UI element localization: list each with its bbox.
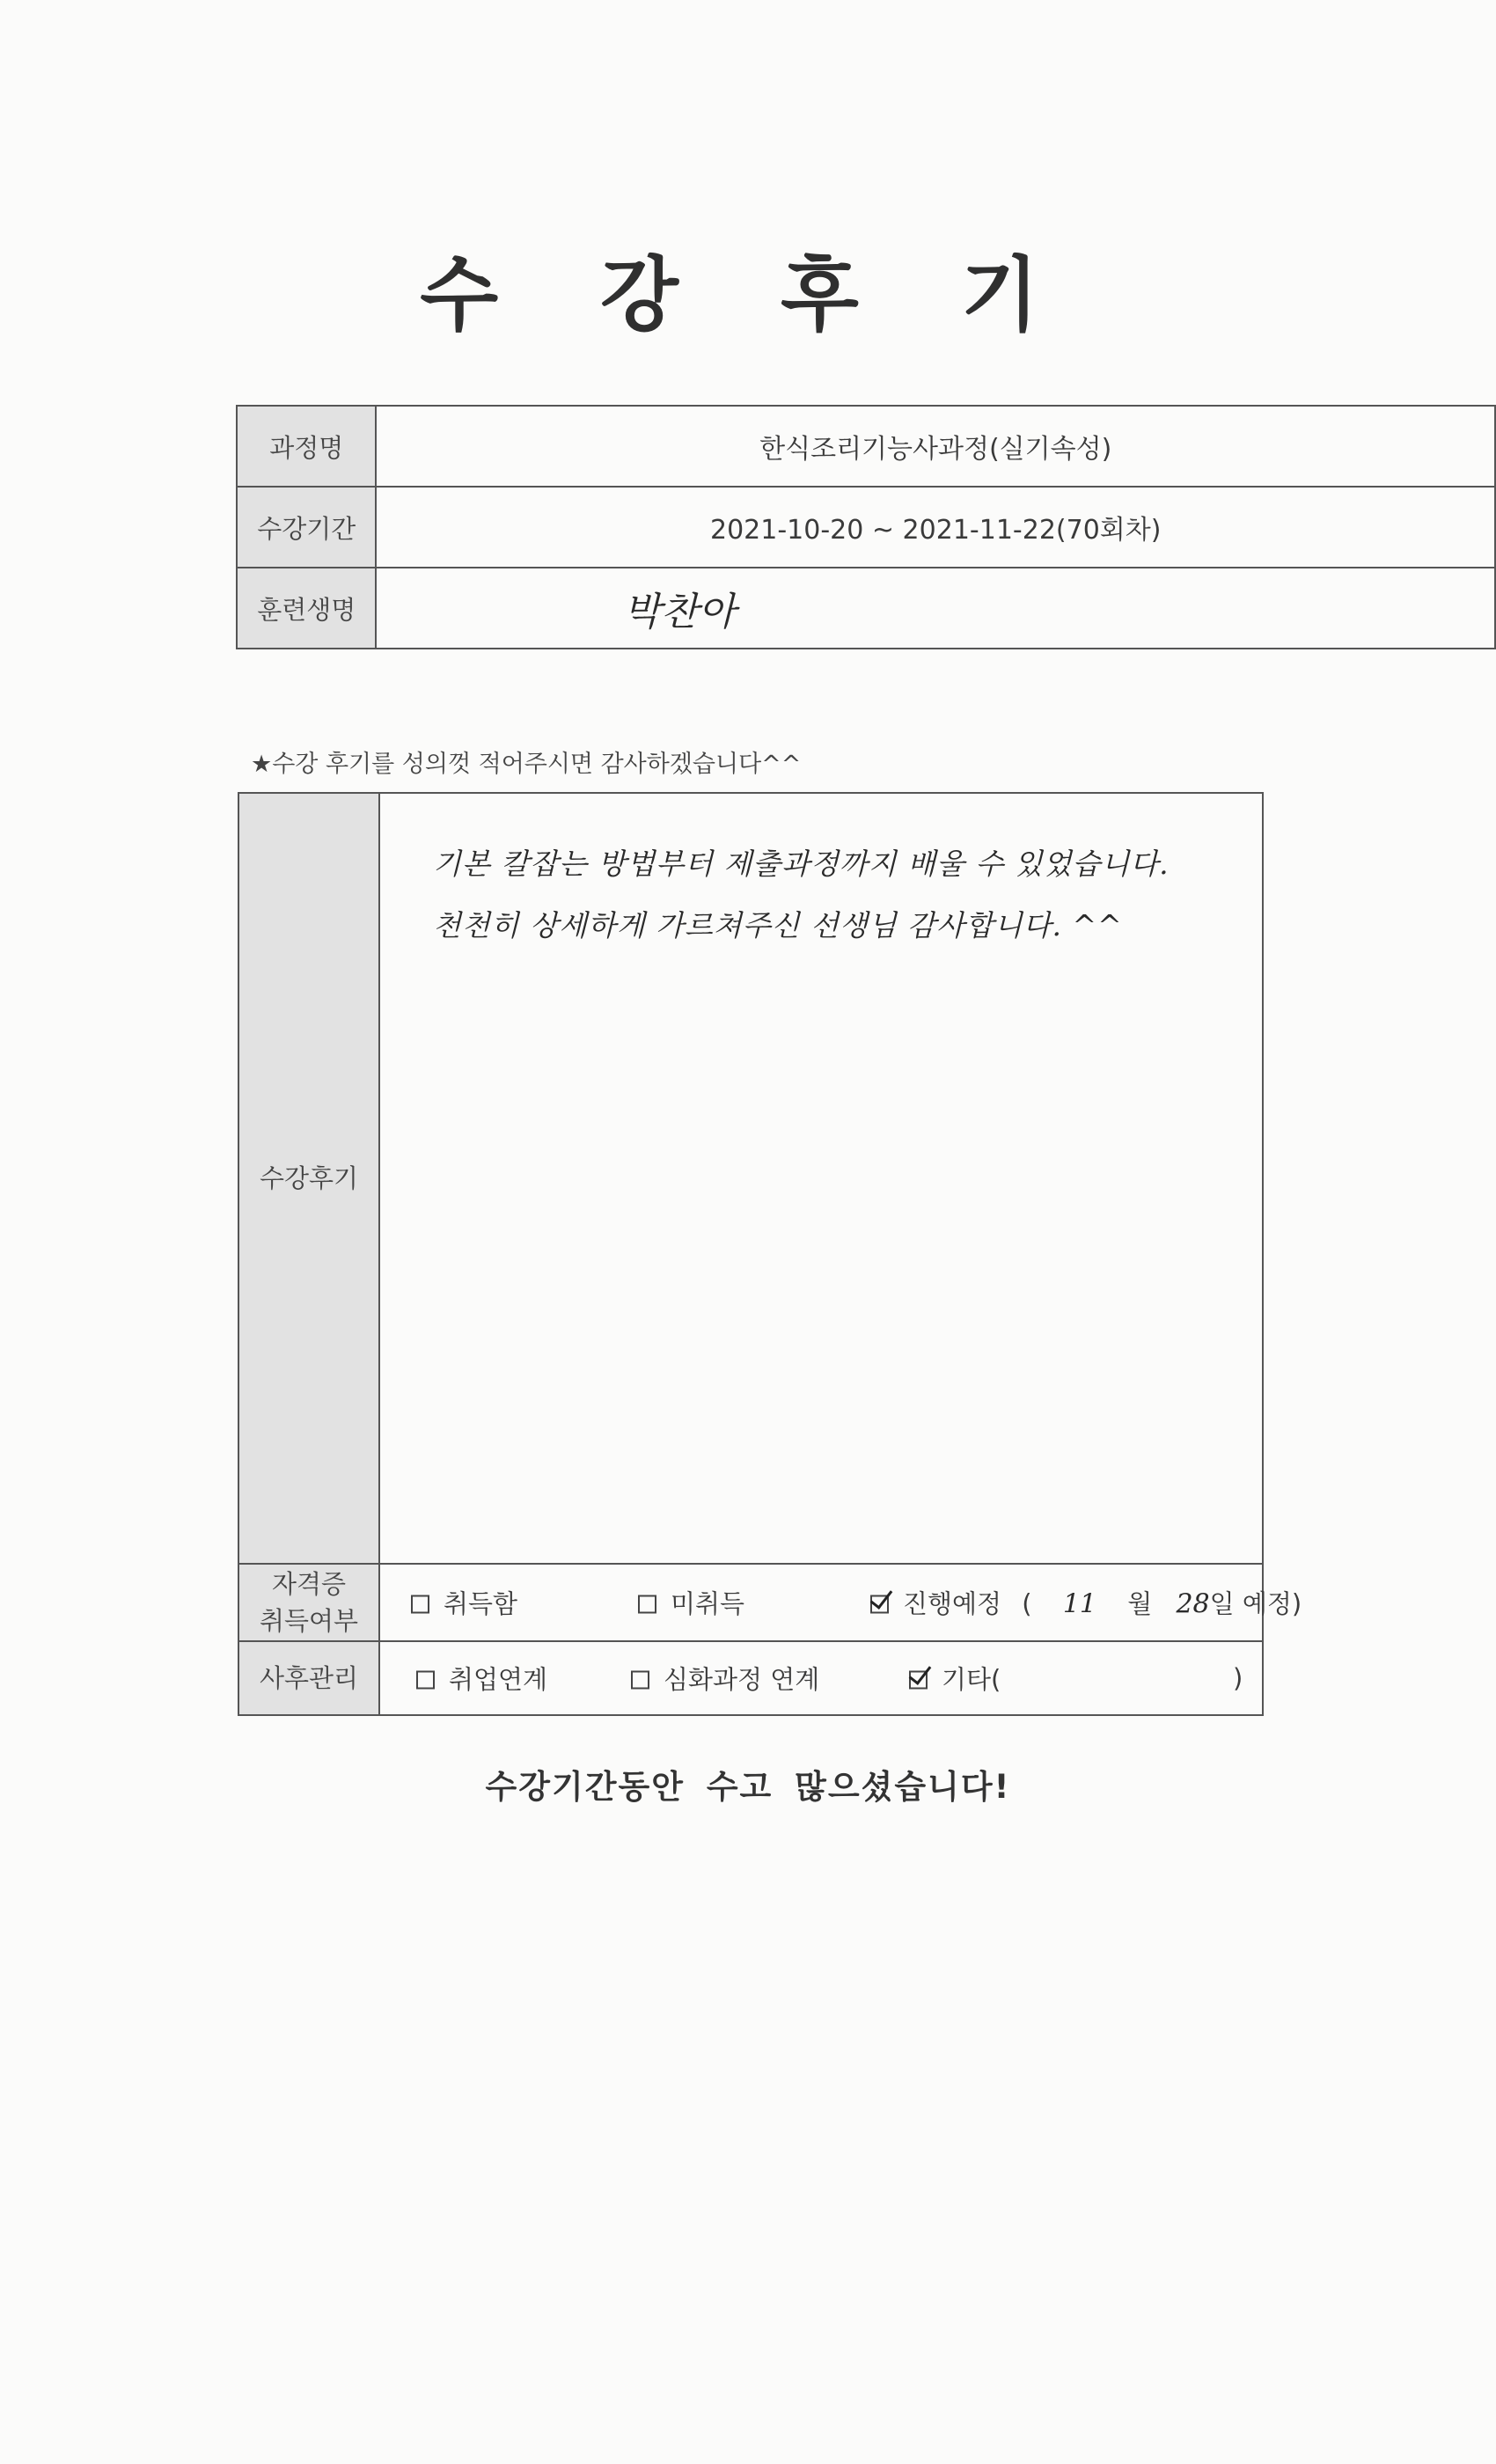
checked-checkbox-icon[interactable]: [909, 1671, 928, 1690]
course-row: [237, 406, 1495, 487]
planned-month-handwritten: 11: [1062, 1588, 1097, 1620]
review-label: 수강후기: [238, 793, 379, 1564]
cert-option-obtained-label: 취득함: [444, 1588, 518, 1619]
aftercare-row: [238, 1641, 1263, 1715]
checkbox-icon[interactable]: [411, 1595, 429, 1614]
trainee-row: [237, 568, 1495, 649]
course-name-value: 한식조리기능사과정(실기속성): [376, 406, 1495, 487]
cert-option-obtained[interactable]: [411, 1585, 517, 1621]
certification-label: [238, 1564, 379, 1641]
certification-label-line1: 자격증: [271, 1569, 347, 1599]
aftercare-option-advanced[interactable]: [631, 1661, 819, 1697]
planned-day-unit: 일 예정): [1209, 1588, 1302, 1619]
aftercare-option-other[interactable]: [909, 1661, 1001, 1697]
document-title: 수 강 후 기: [420, 248, 1076, 342]
aftercare-label: 사후관리: [238, 1641, 379, 1715]
review-row: [238, 793, 1263, 1564]
checkbox-icon[interactable]: [416, 1671, 435, 1690]
period-label: 수강기간: [237, 487, 376, 568]
cert-option-not-obtained[interactable]: [638, 1585, 744, 1621]
planned-month-unit: 월: [1127, 1588, 1153, 1619]
aftercare-options: [379, 1641, 1263, 1715]
planned-open-paren: (: [1022, 1588, 1032, 1619]
review-instruction: ★수강 후기를 성의껏 적어주시면 감사하겠습니다^^: [251, 751, 802, 778]
trainee-name-cell: [376, 568, 1495, 649]
review-content: [379, 793, 1263, 1564]
review-line-1: 기본 칼잡는 방법부터 제출과정까지 배울 수 있었습니다.: [433, 847, 1170, 881]
period-row: [237, 487, 1495, 568]
course-name-label: 과정명: [237, 406, 376, 487]
trainee-name-label: 훈련생명: [237, 568, 376, 649]
aftercare-option-other-label: 기타(: [942, 1664, 1001, 1695]
period-value: 2021-10-20 ~ 2021-11-22(70회차): [376, 487, 1495, 568]
cert-option-not-obtained-label: 미취득: [671, 1588, 745, 1619]
cert-option-planned-label: 진행예정: [903, 1588, 1002, 1619]
planned-day-handwritten: 28: [1176, 1588, 1210, 1620]
aftercare-other-close-paren: ): [1233, 1663, 1243, 1693]
aftercare-option-employment[interactable]: [416, 1661, 547, 1697]
aftercare-option-advanced-label: 심화과정 연계: [664, 1664, 820, 1695]
aftercare-option-employment-label: 취업연계: [449, 1664, 548, 1695]
checkbox-icon[interactable]: [638, 1595, 656, 1614]
certification-row: [238, 1564, 1263, 1641]
certification-options: [379, 1564, 1302, 1641]
review-line-2: 천천히 상세하게 가르쳐주신 선생님 감사합니다. ^^: [433, 908, 1123, 942]
certification-label-line2: 취득여부: [259, 1606, 359, 1636]
trainee-name-handwritten: 박찬아: [623, 590, 736, 634]
checkbox-icon[interactable]: [631, 1671, 649, 1690]
course-info-table: [236, 405, 1496, 649]
checked-checkbox-icon[interactable]: [870, 1595, 889, 1614]
review-table: [238, 792, 1302, 1716]
closing-message: 수강기간동안 수고 많으셨습니다!: [485, 1768, 1011, 1806]
cert-option-planned[interactable]: [870, 1585, 1302, 1621]
